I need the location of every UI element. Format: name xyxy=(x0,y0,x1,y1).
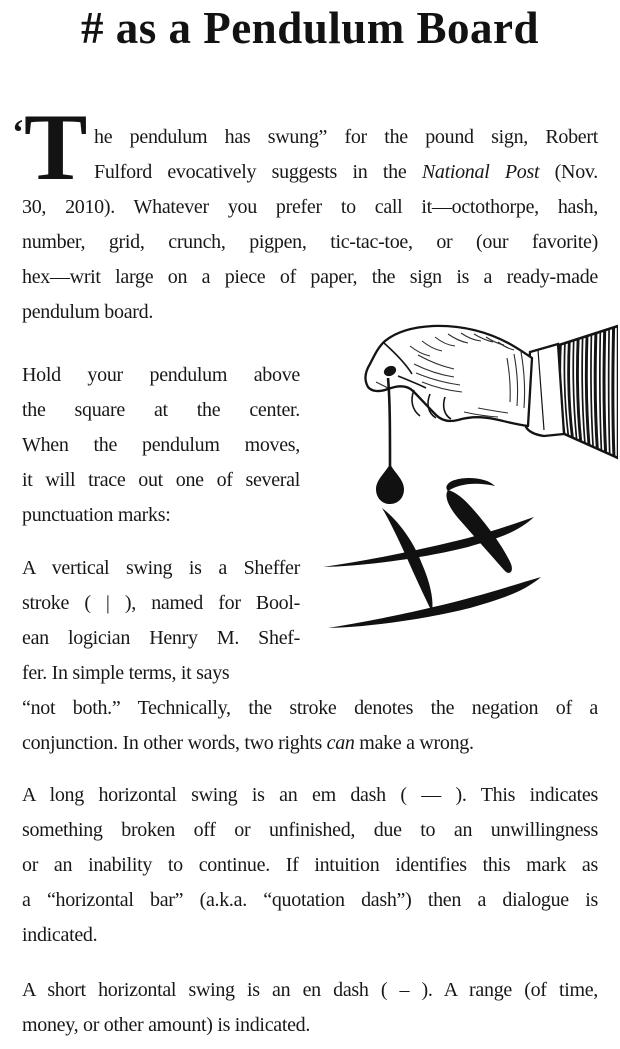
paragraph-intro xyxy=(22,120,598,330)
text-line: 30, 2010). Whatever you prefer to call it—octothorpe, hash, xyxy=(22,196,598,218)
text-line: When the pendulum moves, xyxy=(22,434,300,456)
text-line: he pendulum has swung” for the pound sign, Robert xyxy=(94,126,598,148)
striped-sleeve-icon xyxy=(556,326,618,458)
text-line: fer. In simple terms, it says xyxy=(22,662,230,684)
text-line: pendulum board. xyxy=(22,301,154,323)
text-line: “not both.” Technically, the stroke denotes the negation of a xyxy=(22,697,598,719)
paragraph-en-dash xyxy=(22,973,598,1043)
text-line: ean logician Henry M. Shef- xyxy=(22,627,300,649)
page-title: # as a Pendulum Board xyxy=(80,3,540,53)
text-line: stroke ( | ), named for Bool- xyxy=(22,592,300,614)
text-line: or an inability to continue. If intuition identifies this mark as xyxy=(22,854,598,876)
dropcap-open-quote: ‘ xyxy=(12,112,24,152)
pendulum-bob-icon xyxy=(376,464,404,504)
text-line: A long horizontal swing is an em dash ( — ). This indicates xyxy=(22,784,598,806)
text-line: indicated. xyxy=(22,924,98,946)
pendulum-string-icon xyxy=(388,378,390,466)
text-line: punctuation marks: xyxy=(22,504,171,526)
text-line: money, or other amount) is indicated. xyxy=(22,1014,311,1036)
text-line: hex—writ large on a piece of paper, the sign is a ready-made xyxy=(22,266,598,288)
text-line: Fulford evocatively suggests in the National Post (Nov. xyxy=(94,161,598,183)
text-line: a “horizontal bar” (a.k.a. “quotation dash”) then a dialogue is xyxy=(22,889,598,911)
paragraph-em-dash xyxy=(22,778,598,953)
pendulum-illustration xyxy=(318,320,618,650)
text-line: Hold your pendulum above xyxy=(22,364,300,386)
text-line: something broken off or unfinished, due to an unwillingness xyxy=(22,819,598,841)
text-line: conjunction. In other words, two rights can make a wrong. xyxy=(22,732,474,754)
text-line: A short horizontal swing is an en dash ( – ). A range (of time, xyxy=(22,979,598,1001)
text-line: it will trace out one of several xyxy=(22,469,300,491)
text-line: the square at the center. xyxy=(22,399,300,421)
text-line: number, grid, crunch, pigpen, tic-tac-toe, or (our favorite) xyxy=(22,231,598,253)
dropcap-letter: T xyxy=(24,94,88,200)
hash-sign-icon xyxy=(323,478,541,628)
text-line: A vertical swing is a Sheffer xyxy=(22,557,300,579)
